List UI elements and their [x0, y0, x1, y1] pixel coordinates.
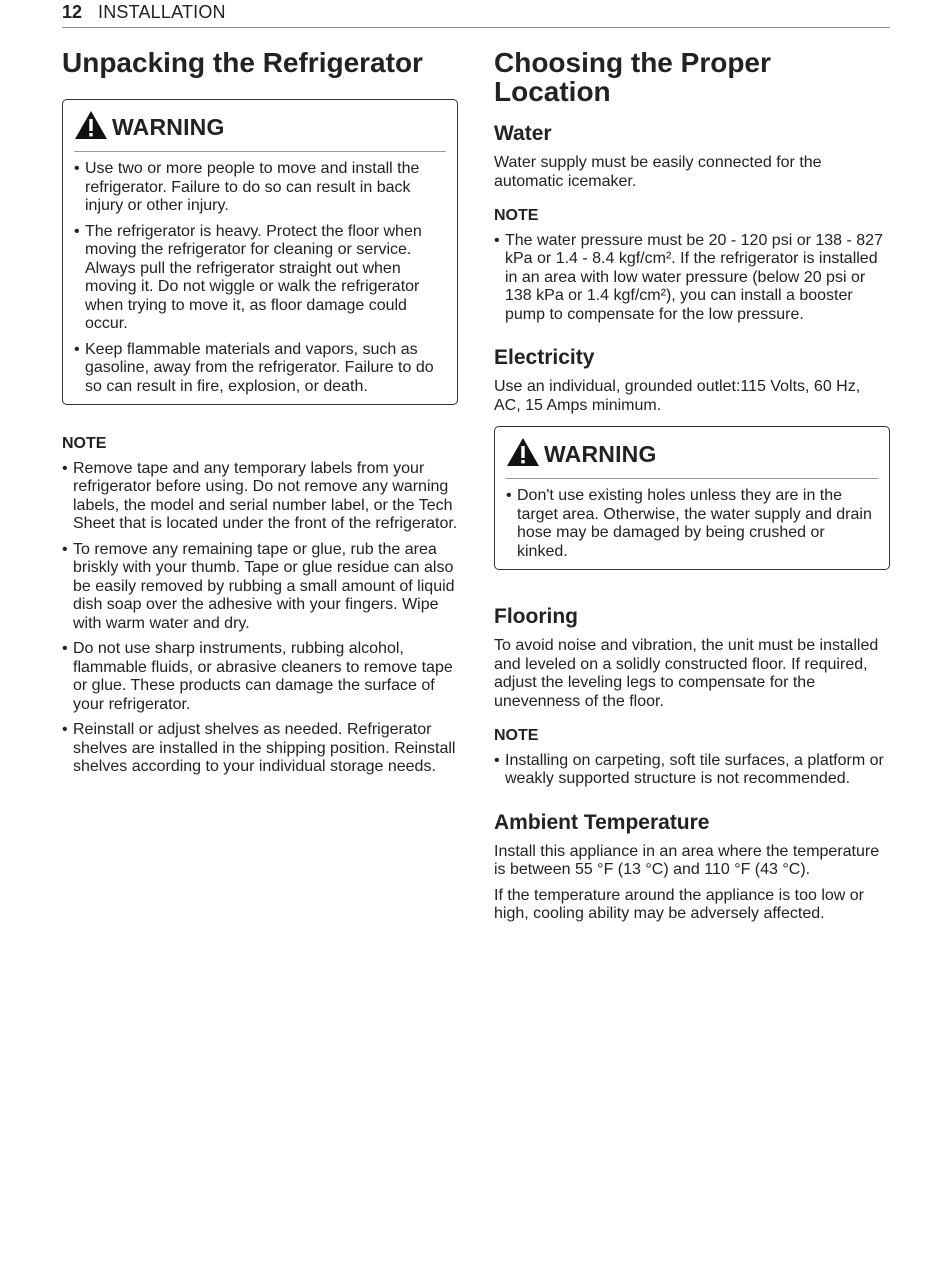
unpacking-warning-box — [62, 99, 458, 405]
ambient-text: If the temperature around the appliance is too low or high, cooling ability may be adversely affected. — [494, 886, 864, 922]
water-note-label: NOTE — [494, 207, 539, 224]
flooring-text: To avoid noise and vibration, the unit must be installed and leveled on a solidly constructed floor. If required, adjust the leveling legs to compensate for the unevenness of the floor. — [494, 637, 879, 710]
note-item: • Remove tape and any temporary labels from your refrigerator before using. Do not remove any warning labels, the model and serial number label, or the Tech Sheet that is located under the front of the refrigerator. — [62, 460, 458, 534]
warning-list — [506, 487, 878, 561]
note-item: • Reinstall or adjust shelves as needed. Refrigerator shelves are installed in the shipping position. Reinstall shelves according to your individual storage needs. — [62, 721, 458, 777]
flooring-note-label: NOTE — [494, 727, 539, 744]
note-item: • Installing on carpeting, soft tile surfaces, a platform or weakly supported structure is not recommended. — [494, 752, 890, 789]
electricity-warning-box — [494, 426, 890, 570]
water-heading: Water — [494, 122, 552, 145]
warning-item: • Don't use existing holes unless they are in the target area. Otherwise, the water supply and drain hose may be damaged by being crushed or kinked. — [506, 487, 878, 561]
ambient-text: Install this appliance in an area where the temperature is between 55 °F (13 °C) and 110 °F (43 °C). — [494, 842, 880, 878]
warning-label: WARNING — [112, 114, 225, 140]
page-number: 12 — [62, 2, 83, 22]
water-text: Water supply must be easily connected for the automatic icemaker. — [494, 154, 822, 190]
unpacking-note — [62, 435, 458, 777]
flooring-note-list — [494, 752, 890, 789]
electricity-heading: Electricity — [494, 346, 595, 369]
location-title: Choosing the Proper Location — [494, 47, 771, 107]
warning-header — [506, 437, 878, 479]
water-note-list — [494, 232, 890, 325]
note-list — [62, 460, 458, 777]
page-header — [62, 0, 890, 28]
note-item: • To remove any remaining tape or glue, rub the area briskly with your thumb. Tape or glue residue can also be easily removed by rubbing a small amount of liquid dish soap over the adhesive with your fingers. Wipe with warm water and dry. — [62, 541, 458, 634]
warning-item: • Use two or more people to move and install the refrigerator. Failure to do so can result in back injury or other injury. — [74, 160, 446, 216]
note-item: • Do not use sharp instruments, rubbing alcohol, flammable fluids, or abrasive cleaners to remove tape or glue. These products can damage the surface of your refrigerator. — [62, 640, 458, 714]
right-column — [494, 46, 890, 924]
flooring-heading: Flooring — [494, 605, 578, 628]
unpacking-title: Unpacking the Refrigerator — [62, 47, 423, 78]
left-column — [62, 46, 458, 784]
electricity-text: Use an individual, grounded outlet:115 Volts, 60 Hz, AC, 15 Amps minimum. — [494, 378, 861, 414]
warning-header — [74, 110, 446, 152]
section-name: INSTALLATION — [98, 2, 226, 22]
warning-list — [74, 160, 446, 396]
warning-triangle-icon — [506, 437, 540, 472]
warning-item: • The refrigerator is heavy. Protect the floor when moving the refrigerator for cleaning or service. Always pull the refrigerator straight out when moving it. Do not wiggle or walk the refrigerator when trying to move it, as floor damage could occur. — [74, 223, 446, 334]
warning-label: WARNING — [544, 441, 657, 467]
note-label: NOTE — [62, 435, 107, 452]
ambient-heading: Ambient Temperature — [494, 810, 710, 834]
warning-item: • Keep flammable materials and vapors, such as gasoline, away from the refrigerator. Failure to do so can result in fire, explosion, or death. — [74, 341, 446, 397]
warning-triangle-icon — [74, 110, 108, 145]
note-item: • The water pressure must be 20 - 120 psi or 138 - 827 kPa or 1.4 - 8.4 kgf/cm². If the refrigerator is installed in an area with low water pressure (below 20 psi or 138 kPa or 1.4 kgf/cm²), you can install a booster pump to compensate for the low pressure. — [494, 232, 890, 325]
